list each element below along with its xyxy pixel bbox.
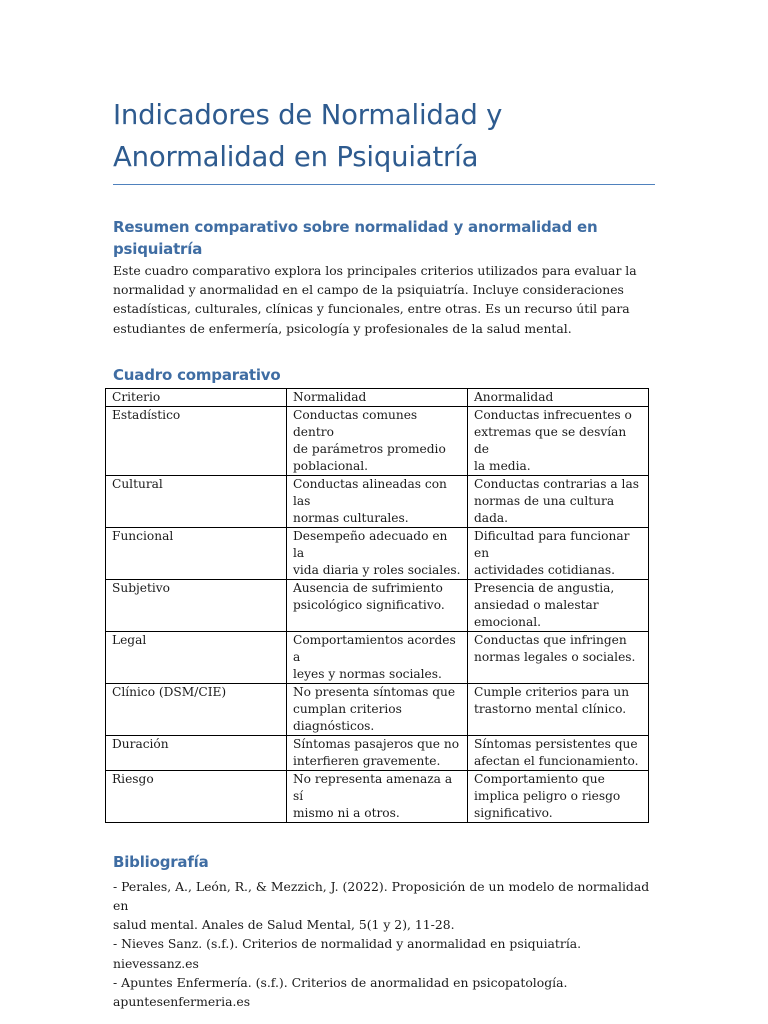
summary-heading: Resumen comparativo sobre normalidad y anormalidad en psiquiatría (113, 218, 598, 258)
table-heading: Cuadro comparativo (113, 365, 281, 384)
bibliography-heading: Bibliografía (113, 852, 209, 871)
title-line-2: Anormalidad en Psiquiatría (113, 141, 479, 173)
cell-normalidad (287, 631, 468, 683)
table-row (106, 683, 649, 735)
cell-line: Conductas que infringen (474, 632, 627, 647)
cell-line: cumplan criterios (293, 701, 402, 716)
bibliography-line: - Nieves Sanz. (s.f.). Criterios de normalidad y anormalidad en psiquiatría. nievessanz.es (113, 936, 582, 971)
cell-line: No representa amenaza a sí (293, 771, 453, 803)
cell-anormalidad (468, 527, 649, 579)
summary-line: Este cuadro comparativo explora los principales criterios utilizados para evaluar la (113, 263, 637, 278)
cell-line: leyes y normas sociales. (293, 666, 442, 681)
cell-line: No presenta síntomas que (293, 684, 456, 699)
cell-normalidad (287, 683, 468, 735)
cell-anormalidad (468, 770, 649, 822)
cell-line: Síntomas persistentes que (474, 736, 638, 751)
cell-line: psicológico significativo. (293, 597, 445, 612)
cell-criterio: Cultural (106, 475, 287, 527)
cell-line: normas culturales. (293, 510, 409, 525)
cell-normalidad (287, 406, 468, 475)
document-title (113, 94, 655, 178)
cell-criterio: Funcional (106, 527, 287, 579)
cell-line: Conductas contrarias a las (474, 476, 639, 491)
cell-line: Conductas comunes dentro (293, 407, 418, 439)
cell-normalidad (287, 475, 468, 527)
cell-line: actividades cotidianas. (474, 562, 616, 577)
cell-line: Conductas alineadas con las (293, 476, 447, 508)
cell-line: Presencia de angustia, (474, 580, 615, 595)
cell-line: Conductas infrecuentes o (474, 407, 632, 422)
table-row (106, 527, 649, 579)
cell-line: diagnósticos. (293, 718, 375, 733)
cell-normalidad (287, 770, 468, 822)
cell-line: poblacional. (293, 458, 369, 473)
bibliography-line: apuntesenfermeria.es (113, 994, 251, 1010)
cell-line: significativo. (474, 805, 553, 820)
column-header-normalidad: Normalidad (287, 388, 468, 406)
bibliography-list (113, 877, 655, 1011)
cell-normalidad (287, 579, 468, 631)
cell-line: dada. (474, 510, 509, 525)
bibliography-line: salud mental. Anales de Salud Mental, 5(1 y 2), 11-28. (113, 917, 455, 933)
title-line-1: Indicadores de Normalidad y (113, 99, 503, 131)
cell-line: Síntomas pasajeros que no (293, 736, 460, 751)
cell-line: interfieren gravemente. (293, 753, 441, 768)
cell-criterio: Duración (106, 735, 287, 770)
cell-line: Comportamientos acordes a (293, 632, 456, 664)
bibliography-line: - Perales, A., León, R., & Mezzich, J. (2022). Proposición de un modelo de normalidad en (113, 878, 650, 914)
cell-anormalidad (468, 631, 649, 683)
cell-line: ansiedad o malestar (474, 597, 599, 612)
cell-line: Dificultad para funcionar en (474, 528, 630, 560)
cell-line: de parámetros promedio (293, 441, 446, 456)
column-header-anormalidad: Anormalidad (468, 388, 649, 406)
cell-criterio: Estadístico (106, 406, 287, 475)
cell-anormalidad (468, 735, 649, 770)
cell-line: la media. (474, 458, 531, 473)
cell-line: vida diaria y roles sociales. (293, 562, 461, 577)
cell-criterio: Clínico (DSM/CIE) (106, 683, 287, 735)
cell-normalidad (287, 735, 468, 770)
table-row (106, 579, 649, 631)
cell-anormalidad (468, 683, 649, 735)
cell-line: Cumple criterios para un (474, 684, 630, 699)
table-row (106, 631, 649, 683)
cell-line: Desempeño adecuado en la (293, 528, 448, 560)
table-row (106, 406, 649, 475)
cell-anormalidad (468, 579, 649, 631)
summary-line: normalidad y anormalidad en el campo de la psiquiatría. Incluye consideraciones (113, 282, 624, 298)
cell-line: afectan el funcionamiento. (474, 753, 639, 768)
cell-anormalidad (468, 475, 649, 527)
bibliography-line: - Apuntes Enfermería. (s.f.). Criterios de anormalidad en psicopatología. (113, 974, 568, 990)
cell-line: trastorno mental clínico. (474, 701, 627, 716)
summary-line: estadísticas, culturales, clínicas y funcionales, entre otras. Es un recurso útil para (113, 301, 630, 317)
cell-line: Ausencia de sufrimiento (293, 580, 443, 595)
cell-line: mismo ni a otros. (293, 805, 400, 820)
cell-line: Comportamiento que (474, 771, 605, 786)
cell-anormalidad (468, 406, 649, 475)
cell-line: implica peligro o riesgo (474, 788, 621, 803)
cell-line: extremas que se desvían de (474, 424, 627, 456)
table-row (106, 735, 649, 770)
table-row (106, 475, 649, 527)
comparison-table (105, 388, 649, 823)
summary-paragraph (113, 261, 655, 338)
cell-normalidad (287, 527, 468, 579)
title-divider (113, 184, 655, 185)
summary-line: estudiantes de enfermería, psicología y profesionales de la salud mental. (113, 320, 572, 336)
cell-line: emocional. (474, 614, 542, 629)
column-header-criterio: Criterio (106, 388, 287, 406)
cell-criterio: Subjetivo (106, 579, 287, 631)
document-page (113, 94, 655, 1011)
cell-line: normas legales o sociales. (474, 649, 636, 664)
cell-line: normas de una cultura (474, 493, 615, 508)
cell-criterio: Legal (106, 631, 287, 683)
table-header-row (106, 388, 649, 406)
table-row (106, 770, 649, 822)
cell-criterio: Riesgo (106, 770, 287, 822)
